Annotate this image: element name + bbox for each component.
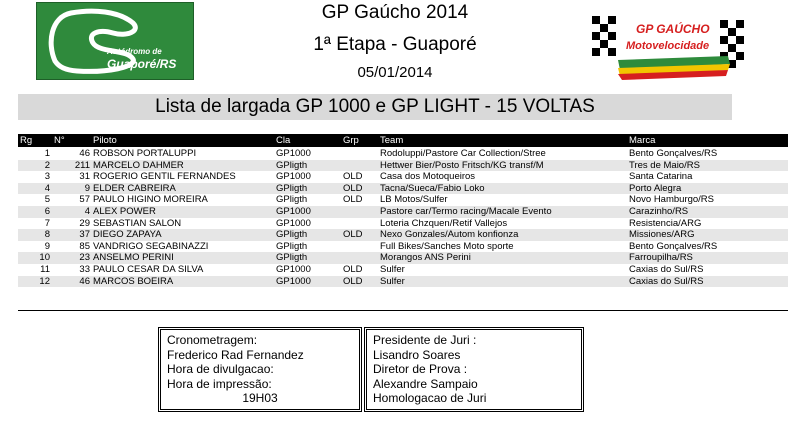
table-header: [18, 134, 788, 147]
cell-team: Loteria Chzquen/Retif Vallejos: [380, 217, 508, 229]
cell-no: 46: [79, 275, 90, 287]
crono-name: Frederico Rad Fernandez: [167, 347, 304, 362]
col-header-rg: Rg: [20, 135, 33, 146]
cell-piloto: MARCOS BOEIRA: [93, 275, 174, 287]
presidente-name: Lisandro Soares: [373, 347, 461, 362]
table-row: [18, 148, 788, 160]
cell-piloto: ANSELMO PERINI: [93, 252, 174, 264]
col-header-marca: Marca: [629, 135, 656, 146]
table-row: [18, 241, 788, 253]
cell-team: Morangos ANS Perini: [380, 252, 471, 264]
stage-title: 1ª Etapa - Guaporé: [313, 34, 477, 55]
col-header-grp: Grp: [343, 135, 359, 146]
cell-cla: GP1000: [276, 217, 311, 229]
logo-left-line2: Guaporé/RS: [107, 57, 177, 71]
col-header-team: Team: [380, 135, 404, 146]
cell-cla: GP1000: [276, 171, 311, 183]
cell-team: LB Motos/Sulfer: [380, 194, 448, 206]
cell-piloto: VANDRIGO SEGABINAZZI: [93, 240, 209, 252]
cell-rg: 1: [44, 148, 50, 159]
cell-cla: GPligth: [276, 194, 308, 206]
cell-grp: OLD: [343, 194, 363, 206]
cell-no: 46: [79, 148, 90, 159]
cell-marca: Santa Catarina: [629, 171, 693, 183]
diretor-name: Alexandre Sampaio: [373, 376, 478, 391]
cell-grp: OLD: [343, 171, 363, 183]
cell-cla: GPligth: [276, 182, 308, 194]
event-title: GP Gaúcho 2014: [321, 2, 469, 23]
cell-cla: GP1000: [276, 148, 311, 159]
cell-piloto: DIEGO ZAPAYA: [93, 229, 162, 241]
cell-marca: Bento Gonçalves/RS: [629, 148, 718, 159]
cell-marca: Carazinho/RS: [629, 205, 689, 217]
results-table: [18, 148, 788, 287]
cell-marca: Caxias do Sul/RS: [629, 263, 704, 275]
cell-rg: 4: [44, 182, 50, 194]
diretor-label: Diretor de Prova :: [373, 362, 468, 376]
cell-cla: GPligth: [276, 252, 308, 264]
cell-piloto: ROBSON PORTALUPPI: [93, 148, 197, 159]
cell-team: Rodoluppi/Pastore Car Collection/Stree: [380, 148, 546, 159]
presidente-label: Presidente de Juri :: [373, 333, 477, 347]
cell-piloto: SEBASTIAN SALON: [93, 217, 182, 229]
cell-marca: Bento Gonçalves/RS: [629, 240, 718, 252]
cell-rg: 5: [44, 194, 50, 206]
cell-rg: 7: [44, 217, 50, 229]
cell-piloto: ELDER CABREIRA: [93, 182, 176, 194]
cell-no: 33: [79, 263, 90, 275]
cell-no: 85: [79, 240, 90, 252]
table-row: [18, 171, 788, 183]
table-row: [18, 218, 788, 230]
cell-cla: GP1000: [276, 263, 311, 275]
cell-team: Tacna/Sueca/Fabio Loko: [380, 182, 485, 194]
col-header-cla: Cla: [276, 135, 291, 146]
cell-no: 57: [79, 194, 90, 206]
event-date: 05/01/2014: [357, 64, 433, 81]
cell-marca: Resistencia/ARG: [629, 217, 702, 229]
table-row: [18, 160, 788, 172]
cell-rg: 3: [44, 171, 50, 183]
cell-cla: GPligth: [276, 240, 308, 252]
cell-no: 23: [79, 252, 90, 264]
cell-no: 37: [79, 229, 90, 241]
cell-grp: OLD: [343, 263, 363, 275]
cell-cla: GPligth: [276, 159, 308, 171]
cell-cla: GPligth: [276, 229, 308, 241]
cell-no: 211: [74, 159, 90, 171]
cell-grp: OLD: [343, 275, 363, 287]
cell-team: Nexo Gonzales/Autom konfionza: [380, 229, 519, 241]
impressao-value: 19H03: [242, 391, 278, 405]
cell-no: 31: [79, 171, 90, 183]
logo-right-line1: GP GAÚCHO: [636, 22, 710, 36]
cell-piloto: PAULO CESAR DA SILVA: [93, 263, 204, 275]
cell-rg: 10: [39, 252, 50, 264]
table-row: [18, 206, 788, 218]
cell-team: Casa dos Motoqueiros: [380, 171, 476, 183]
cell-cla: GP1000: [276, 205, 311, 217]
logo-right-line2: Motovelocidade: [626, 40, 710, 52]
cell-rg: 9: [44, 240, 50, 252]
cell-team: Pastore car/Termo racing/Macale Evento: [380, 205, 552, 217]
table-row: [18, 229, 788, 241]
cell-grp: OLD: [343, 182, 363, 194]
gp-gaucho-logo: [588, 12, 748, 82]
cell-marca: Farroupilha/RS: [629, 252, 693, 264]
homologacao-label: Homologacao de Juri: [373, 391, 487, 405]
table-row: [18, 276, 788, 288]
cell-team: Sulfer: [380, 263, 405, 275]
cell-piloto: ROGERIO GENTIL FERNANDES: [93, 171, 236, 183]
cell-rg: 8: [44, 229, 50, 241]
cell-cla: GP1000: [276, 275, 311, 287]
list-title: Lista de largada GP 1000 e GP LIGHT - 15 VOLTAS: [18, 94, 732, 120]
cell-marca: Novo Hamburgo/RS: [629, 194, 715, 206]
col-header-piloto: Piloto: [93, 135, 117, 146]
cell-rg: 11: [40, 263, 50, 275]
col-header-no: N°: [54, 135, 65, 146]
cell-grp: OLD: [343, 229, 363, 241]
table-bottom-rule: [18, 310, 788, 311]
logo-left-line1: Autódromo de: [107, 47, 162, 56]
cell-team: Hettwer Bier/Posto Fritsch/KG transf/M: [380, 159, 544, 171]
timing-info-box: [158, 327, 362, 412]
cell-marca: Porto Alegra: [629, 182, 682, 194]
cell-marca: Missiones/ARG: [629, 229, 695, 241]
impressao-label: Hora de impressão:: [167, 376, 272, 391]
cell-no: 29: [79, 217, 90, 229]
cell-rg: 2: [44, 159, 50, 171]
cell-piloto: PAULO HIGINO MOREIRA: [93, 194, 208, 206]
cell-team: Full Bikes/Sanches Moto sporte: [380, 240, 514, 252]
cell-marca: Tres de Maio/RS: [629, 159, 700, 171]
cell-piloto: ALEX POWER: [93, 205, 156, 217]
cell-rg: 12: [39, 275, 50, 287]
table-row: [18, 183, 788, 195]
cell-no: 9: [84, 182, 90, 194]
table-row: [18, 252, 788, 264]
cell-rg: 6: [44, 205, 50, 217]
cell-no: 4: [84, 205, 90, 217]
cell-piloto: MARCELO DAHMER: [93, 159, 184, 171]
crono-label: Cronometragem:: [167, 333, 258, 347]
cell-marca: Caxias do Sul/RS: [629, 275, 704, 287]
table-row: [18, 264, 788, 276]
officials-box: [364, 327, 584, 412]
divulgacao-label: Hora de divulgacao:: [167, 362, 274, 376]
table-row: [18, 194, 788, 206]
cell-team: Sulfer: [380, 275, 405, 287]
